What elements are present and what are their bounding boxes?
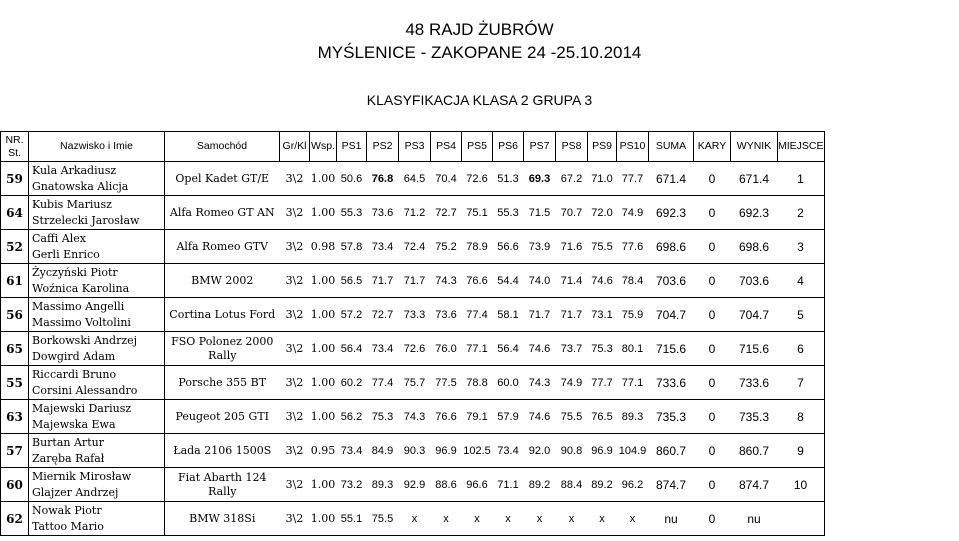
coefficient: 1.00 <box>310 468 337 502</box>
stage-time-ps8: 75.5 <box>556 400 588 434</box>
start-number: 57 <box>1 434 29 468</box>
place: 10 <box>778 468 825 502</box>
stage-time-ps3: 90.3 <box>399 434 431 468</box>
stage-time-ps7: 92.0 <box>524 434 556 468</box>
stage-time-ps2: 72.7 <box>367 298 399 332</box>
group-class: 3\2 <box>280 162 310 196</box>
col-wsp: Wsp. <box>310 132 337 162</box>
stage-time-ps10: 77.6 <box>617 230 649 264</box>
stage-time-ps8: 71.7 <box>556 298 588 332</box>
place <box>778 502 825 536</box>
stage-time-ps1: 57.8 <box>337 230 367 264</box>
stage-time-ps1: 55.1 <box>337 502 367 536</box>
stage-time-ps5: 78.9 <box>462 230 493 264</box>
stage-time-ps2: 73.4 <box>367 332 399 366</box>
stage-time-ps1: 56.4 <box>337 332 367 366</box>
stage-time-ps8: x <box>556 502 588 536</box>
stage-time-ps6: 73.4 <box>493 434 524 468</box>
table-row <box>1 230 825 264</box>
table-row <box>1 332 825 366</box>
stage-time-ps1: 50.6 <box>337 162 367 196</box>
car-model: FSO Polonez 2000 Rally <box>165 332 280 366</box>
stage-time-ps8: 74.9 <box>556 366 588 400</box>
stage-time-ps3: 75.7 <box>399 366 431 400</box>
stage-time-ps5: 79.1 <box>462 400 493 434</box>
stage-time-ps6: 71.1 <box>493 468 524 502</box>
driver-name: Riccardi Bruno <box>32 367 117 381</box>
stage-time-ps7: 74.6 <box>524 332 556 366</box>
stage-time-ps9: 77.7 <box>588 366 617 400</box>
stage-time-ps2: 75.3 <box>367 400 399 434</box>
crew-names <box>29 366 165 400</box>
col-class: Gr/Kl <box>280 132 310 162</box>
start-number: 59 <box>1 162 29 196</box>
col-ps8: PS8 <box>556 132 588 162</box>
table-row <box>1 196 825 230</box>
stage-time-ps6: 60.0 <box>493 366 524 400</box>
stage-time-ps2: 73.4 <box>367 230 399 264</box>
start-number: 55 <box>1 366 29 400</box>
penalties: 0 <box>694 196 731 230</box>
driver-name: Majewski Dariusz <box>32 401 132 415</box>
group-class: 3\2 <box>280 332 310 366</box>
stage-time-ps3: 92.9 <box>399 468 431 502</box>
stage-time-ps5: 96.6 <box>462 468 493 502</box>
col-nr: NR. St. <box>1 132 29 162</box>
result: 703.6 <box>731 264 778 298</box>
stage-time-ps3: 71.2 <box>399 196 431 230</box>
header-row <box>1 132 825 162</box>
result: 733.6 <box>731 366 778 400</box>
place: 2 <box>778 196 825 230</box>
group-class: 3\2 <box>280 434 310 468</box>
total-sum: 715.6 <box>649 332 694 366</box>
stage-time-ps4: x <box>431 502 462 536</box>
stage-time-ps9: x <box>588 502 617 536</box>
col-suma: SUMA <box>649 132 694 162</box>
stage-time-ps1: 55.3 <box>337 196 367 230</box>
stage-time-ps3: 74.3 <box>399 400 431 434</box>
stage-time-ps3: 64.5 <box>399 162 431 196</box>
place: 4 <box>778 264 825 298</box>
table-row <box>1 298 825 332</box>
stage-time-ps9: 74.6 <box>588 264 617 298</box>
stage-time-ps10: 80.1 <box>617 332 649 366</box>
stage-time-ps6: 56.6 <box>493 230 524 264</box>
table-row <box>1 434 825 468</box>
stage-time-ps1: 57.2 <box>337 298 367 332</box>
stage-time-ps6: 54.4 <box>493 264 524 298</box>
stage-time-ps4: 70.4 <box>431 162 462 196</box>
codriver-name: Majewska Ewa <box>32 417 116 431</box>
car-model: Alfa Romeo GT AN <box>165 196 280 230</box>
codriver-name: Gerli Enrico <box>32 247 100 261</box>
table-row <box>1 400 825 434</box>
stage-time-ps2: 75.5 <box>367 502 399 536</box>
penalties: 0 <box>694 468 731 502</box>
stage-time-ps5: 77.4 <box>462 298 493 332</box>
codriver-name: Glajzer Andrzej <box>32 485 119 499</box>
place: 6 <box>778 332 825 366</box>
place: 5 <box>778 298 825 332</box>
stage-time-ps9: 75.5 <box>588 230 617 264</box>
stage-time-ps5: x <box>462 502 493 536</box>
stage-time-ps10: 74.9 <box>617 196 649 230</box>
col-ps3: PS3 <box>399 132 431 162</box>
total-sum: 671.4 <box>649 162 694 196</box>
car-model: Łada 2106 1500S <box>165 434 280 468</box>
place: 9 <box>778 434 825 468</box>
stage-time-ps2: 77.4 <box>367 366 399 400</box>
stage-time-ps3: 72.6 <box>399 332 431 366</box>
stage-time-ps10: 96.2 <box>617 468 649 502</box>
driver-name: Życzyński Piotr <box>32 265 118 279</box>
coefficient: 1.00 <box>310 298 337 332</box>
driver-name: Caffi Alex <box>32 231 86 245</box>
car-model: Alfa Romeo GTV <box>165 230 280 264</box>
result: 715.6 <box>731 332 778 366</box>
place: 1 <box>778 162 825 196</box>
stage-time-ps6: 57.9 <box>493 400 524 434</box>
stage-time-ps5: 78.8 <box>462 366 493 400</box>
codriver-name: Gnatowska Alicja <box>32 179 129 193</box>
result: 692.3 <box>731 196 778 230</box>
stage-time-ps7: 89.2 <box>524 468 556 502</box>
driver-name: Borkowski Andrzej <box>32 333 138 347</box>
stage-time-ps1: 56.2 <box>337 400 367 434</box>
stage-time-ps7: 71.7 <box>524 298 556 332</box>
start-number: 56 <box>1 298 29 332</box>
stage-time-ps6: x <box>493 502 524 536</box>
penalties: 0 <box>694 230 731 264</box>
coefficient: 1.00 <box>310 196 337 230</box>
col-ps5: PS5 <box>462 132 493 162</box>
result: 704.7 <box>731 298 778 332</box>
coefficient: 1.00 <box>310 264 337 298</box>
crew-names <box>29 400 165 434</box>
driver-name: Miernik Mirosław <box>32 469 132 483</box>
codriver-name: Woźnica Karolina <box>32 281 130 295</box>
stage-time-ps3: x <box>399 502 431 536</box>
stage-time-ps3: 72.4 <box>399 230 431 264</box>
crew-names <box>29 230 165 264</box>
coefficient: 1.00 <box>310 366 337 400</box>
stage-time-ps3: 71.7 <box>399 264 431 298</box>
result: 860.7 <box>731 434 778 468</box>
coefficient: 1.00 <box>310 332 337 366</box>
start-number: 52 <box>1 230 29 264</box>
table-row <box>1 502 825 536</box>
penalties: 0 <box>694 298 731 332</box>
penalties: 0 <box>694 366 731 400</box>
stage-time-ps1: 60.2 <box>337 366 367 400</box>
classification-title: KLASYFIKACJA KLASA 2 GRUPA 3 <box>366 92 593 108</box>
stage-time-ps2: 71.7 <box>367 264 399 298</box>
group-class: 3\2 <box>280 502 310 536</box>
result: 671.4 <box>731 162 778 196</box>
stage-time-ps9: 89.2 <box>588 468 617 502</box>
stage-time-ps4: 73.6 <box>431 298 462 332</box>
stage-time-ps10: 78.4 <box>617 264 649 298</box>
stage-time-ps7: 71.5 <box>524 196 556 230</box>
total-sum: 703.6 <box>649 264 694 298</box>
stage-time-ps7: 69.3 <box>524 162 556 196</box>
col-ps10: PS10 <box>617 132 649 162</box>
stage-time-ps10: 104.9 <box>617 434 649 468</box>
crew-names <box>29 434 165 468</box>
stage-time-ps10: 75.9 <box>617 298 649 332</box>
stage-time-ps4: 76.6 <box>431 400 462 434</box>
total-sum: nu <box>649 502 694 536</box>
stage-time-ps6: 56.4 <box>493 332 524 366</box>
codriver-name: Corsini Alessandro <box>32 383 138 397</box>
col-ps7: PS7 <box>524 132 556 162</box>
total-sum: 733.6 <box>649 366 694 400</box>
penalties: 0 <box>694 264 731 298</box>
start-number: 60 <box>1 468 29 502</box>
driver-name: Nowak Piotr <box>32 503 102 517</box>
start-number: 64 <box>1 196 29 230</box>
stage-time-ps9: 75.3 <box>588 332 617 366</box>
stage-time-ps6: 55.3 <box>493 196 524 230</box>
stage-time-ps10: 89.3 <box>617 400 649 434</box>
table-row <box>1 366 825 400</box>
crew-names <box>29 196 165 230</box>
col-kary: KARY <box>694 132 731 162</box>
total-sum: 704.7 <box>649 298 694 332</box>
crew-names <box>29 332 165 366</box>
coefficient: 1.00 <box>310 162 337 196</box>
stage-time-ps5: 75.1 <box>462 196 493 230</box>
group-class: 3\2 <box>280 400 310 434</box>
stage-time-ps6: 51.3 <box>493 162 524 196</box>
car-model: Fiat Abarth 124 Rally <box>165 468 280 502</box>
penalties: 0 <box>694 400 731 434</box>
stage-time-ps4: 72.7 <box>431 196 462 230</box>
result: 735.3 <box>731 400 778 434</box>
group-class: 3\2 <box>280 196 310 230</box>
col-ps4: PS4 <box>431 132 462 162</box>
group-class: 3\2 <box>280 230 310 264</box>
car-model: Cortina Lotus Ford <box>165 298 280 332</box>
coefficient: 0.98 <box>310 230 337 264</box>
codriver-name: Tattoo Mario <box>32 519 104 533</box>
car-model: BMW 318Si <box>165 502 280 536</box>
stage-time-ps4: 74.3 <box>431 264 462 298</box>
coefficient: 1.00 <box>310 400 337 434</box>
table-row <box>1 162 825 196</box>
rally-location-date: MYŚLENICE - ZAKOPANE 24 -25.10.2014 <box>317 43 642 62</box>
result: 874.7 <box>731 468 778 502</box>
penalties: 0 <box>694 502 731 536</box>
coefficient: 1.00 <box>310 502 337 536</box>
total-sum: 692.3 <box>649 196 694 230</box>
col-ps9: PS9 <box>588 132 617 162</box>
col-wynik: WYNIK <box>731 132 778 162</box>
start-number: 63 <box>1 400 29 434</box>
stage-time-ps8: 71.6 <box>556 230 588 264</box>
stage-time-ps8: 88.4 <box>556 468 588 502</box>
stage-time-ps8: 70.7 <box>556 196 588 230</box>
stage-time-ps6: 58.1 <box>493 298 524 332</box>
stage-time-ps5: 102.5 <box>462 434 493 468</box>
codriver-name: Strzelecki Jarosław <box>32 213 140 227</box>
total-sum: 735.3 <box>649 400 694 434</box>
stage-time-ps2: 76.8 <box>367 162 399 196</box>
stage-time-ps8: 71.4 <box>556 264 588 298</box>
stage-time-ps1: 73.4 <box>337 434 367 468</box>
stage-time-ps7: x <box>524 502 556 536</box>
stage-time-ps8: 90.8 <box>556 434 588 468</box>
result: 698.6 <box>731 230 778 264</box>
stage-time-ps9: 76.5 <box>588 400 617 434</box>
total-sum: 698.6 <box>649 230 694 264</box>
group-class: 3\2 <box>280 468 310 502</box>
crew-names <box>29 468 165 502</box>
col-ps2: PS2 <box>367 132 399 162</box>
coefficient: 0.95 <box>310 434 337 468</box>
start-number: 61 <box>1 264 29 298</box>
col-names: Nazwisko i Imie <box>29 132 165 162</box>
stage-time-ps4: 75.2 <box>431 230 462 264</box>
total-sum: 860.7 <box>649 434 694 468</box>
stage-time-ps9: 71.0 <box>588 162 617 196</box>
stage-time-ps1: 56.5 <box>337 264 367 298</box>
codriver-name: Dowgird Adam <box>32 349 116 363</box>
driver-name: Burtan Artur <box>32 435 104 449</box>
stage-time-ps10: 77.1 <box>617 366 649 400</box>
stage-time-ps4: 77.5 <box>431 366 462 400</box>
table-row <box>1 264 825 298</box>
codriver-name: Massimo Voltolini <box>32 315 131 329</box>
start-number: 62 <box>1 502 29 536</box>
stage-time-ps8: 67.2 <box>556 162 588 196</box>
crew-names <box>29 298 165 332</box>
group-class: 3\2 <box>280 366 310 400</box>
place: 7 <box>778 366 825 400</box>
car-model: BMW 2002 <box>165 264 280 298</box>
crew-names <box>29 162 165 196</box>
col-ps6: PS6 <box>493 132 524 162</box>
stage-time-ps7: 73.9 <box>524 230 556 264</box>
col-ps1: PS1 <box>337 132 367 162</box>
stage-time-ps4: 96.9 <box>431 434 462 468</box>
stage-time-ps7: 74.6 <box>524 400 556 434</box>
driver-name: Kubis Mariusz <box>32 197 112 211</box>
penalties: 0 <box>694 332 731 366</box>
stage-time-ps2: 89.3 <box>367 468 399 502</box>
stage-time-ps9: 72.0 <box>588 196 617 230</box>
penalties: 0 <box>694 434 731 468</box>
group-class: 3\2 <box>280 298 310 332</box>
stage-time-ps5: 76.6 <box>462 264 493 298</box>
group-class: 3\2 <box>280 264 310 298</box>
car-model: Peugeot 205 GTI <box>165 400 280 434</box>
stage-time-ps2: 73.6 <box>367 196 399 230</box>
rally-title: 48 RAJD ŻUBRÓW <box>405 20 554 39</box>
stage-time-ps7: 74.0 <box>524 264 556 298</box>
start-number: 65 <box>1 332 29 366</box>
place: 8 <box>778 400 825 434</box>
driver-name: Kula Arkadiusz <box>32 163 117 177</box>
stage-time-ps2: 84.9 <box>367 434 399 468</box>
stage-time-ps9: 96.9 <box>588 434 617 468</box>
crew-names <box>29 502 165 536</box>
stage-time-ps4: 76.0 <box>431 332 462 366</box>
total-sum: 874.7 <box>649 468 694 502</box>
car-model: Porsche 355 BT <box>165 366 280 400</box>
result: nu <box>731 502 778 536</box>
codriver-name: Zaręba Rafał <box>32 451 105 465</box>
stage-time-ps5: 72.6 <box>462 162 493 196</box>
car-model: Opel Kadet GT/E <box>165 162 280 196</box>
stage-time-ps9: 73.1 <box>588 298 617 332</box>
results-table <box>0 131 825 536</box>
stage-time-ps10: 77.7 <box>617 162 649 196</box>
stage-time-ps7: 74.3 <box>524 366 556 400</box>
penalties: 0 <box>694 162 731 196</box>
col-miejsce: MIEJSCE <box>778 132 825 162</box>
stage-time-ps5: 77.1 <box>462 332 493 366</box>
stage-time-ps1: 73.2 <box>337 468 367 502</box>
crew-names <box>29 264 165 298</box>
stage-time-ps10: x <box>617 502 649 536</box>
driver-name: Massimo Angelli <box>32 299 125 313</box>
col-car: Samochód <box>165 132 280 162</box>
place: 3 <box>778 230 825 264</box>
table-row <box>1 468 825 502</box>
stage-time-ps3: 73.3 <box>399 298 431 332</box>
stage-time-ps8: 73.7 <box>556 332 588 366</box>
stage-time-ps4: 88.6 <box>431 468 462 502</box>
